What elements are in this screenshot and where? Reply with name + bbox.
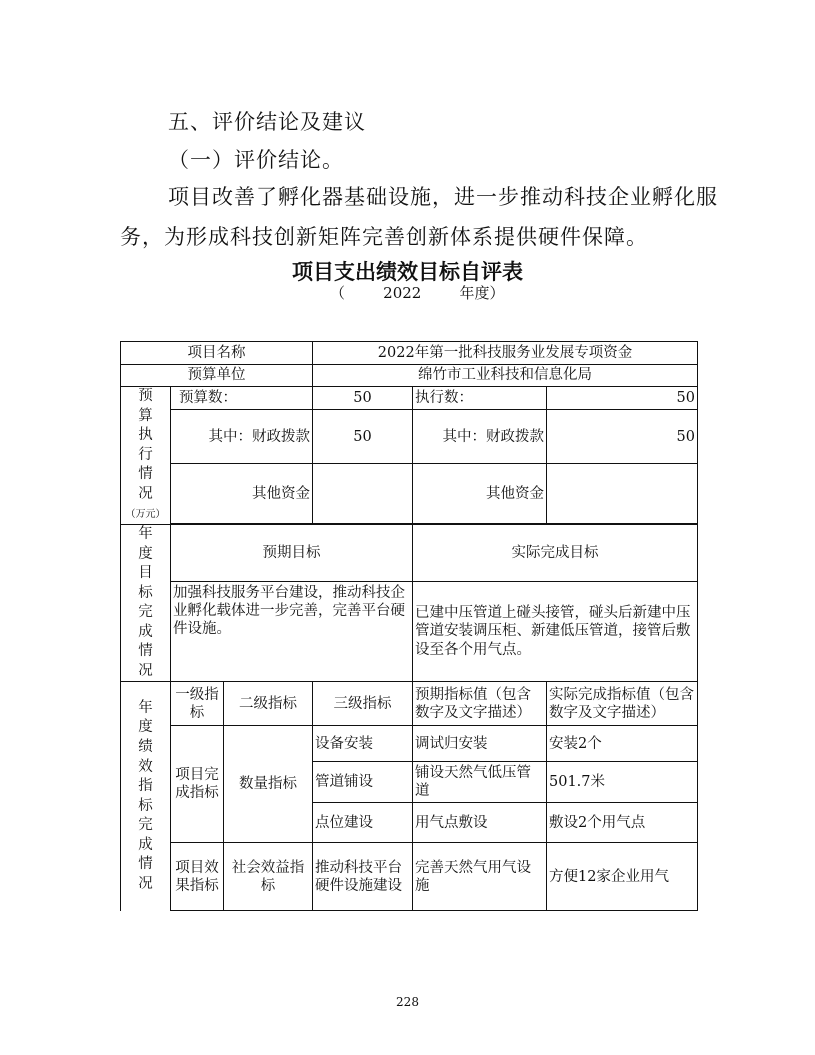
project-name-label: 项目名称 (121, 342, 313, 365)
indicator-section-label (121, 682, 171, 911)
fiscal-budget: 50 (313, 410, 413, 464)
quantity-label: 数量指标 (224, 726, 313, 843)
output-level3: 设备安装 (313, 726, 413, 762)
executed-label: 执行数： (413, 387, 547, 410)
fiscal-executed-label: 其中：财政拨款 (413, 410, 547, 464)
performance-table (120, 341, 698, 911)
output-level3: 点位建设 (313, 803, 413, 843)
unit-name: 绵竹市工业科技和信息化局 (313, 365, 698, 387)
col-level3: 三级指标 (313, 682, 413, 726)
table-row (121, 726, 698, 762)
actual-target: 已建中压管道上碰头接管，碰头后新建中压管道安装调压柜、新建低压管道，接管后敷设至各个用气点。 (413, 581, 698, 682)
fiscal-executed: 50 (547, 410, 698, 464)
expected-target: 加强科技服务平台建设，推动科技企业孵化载体进一步完善，完善平台硬件设施。 (171, 581, 413, 682)
other-funds-label: 其他资金 (171, 464, 313, 523)
output-actual: 安装2个 (547, 726, 698, 762)
table-row (121, 365, 698, 387)
conclusion-line-1: 项目改善了孵化器基础设施，进一步推动科技企业孵化服 (168, 185, 718, 209)
project-name: 2022年第一批科技服务业发展专项资金 (313, 342, 698, 365)
effect-actual: 方便12家企业用气 (547, 843, 698, 911)
actual-target-label: 实际完成目标 (413, 524, 698, 581)
annual-target-label (121, 524, 171, 682)
indicator-section-text: 年度绩效指标完成情况 (138, 699, 153, 892)
output-expected: 用气点敷设 (413, 803, 547, 843)
table-row (121, 843, 698, 911)
expected-target-label: 预期目标 (171, 524, 413, 581)
page-number: 228 (396, 995, 419, 1009)
table-row (121, 410, 698, 464)
table-row (121, 464, 698, 523)
section-heading: 五、评价结论及建议 (168, 110, 366, 134)
budget-amount: 50 (313, 387, 413, 410)
unit-label: 预算单位 (121, 365, 313, 387)
table-year: （ 2022 年度） (330, 284, 505, 302)
table-title: 项目支出绩效目标自评表 (292, 260, 523, 284)
output-level3: 管道铺设 (313, 762, 413, 803)
col-expected: 预期指标值（包含数字及文字描述） (413, 682, 547, 726)
budget-amount-label: 预算数： (171, 387, 313, 410)
effect-expected: 完善天然气用气设施 (413, 843, 547, 911)
executed-amount: 50 (547, 387, 698, 410)
col-level2: 二级指标 (224, 682, 313, 726)
table-row (121, 387, 698, 410)
output-expected: 调试归安装 (413, 726, 547, 762)
table-row (121, 581, 698, 682)
table-row (121, 342, 698, 365)
output-actual: 501.7米 (547, 762, 698, 803)
fiscal-label: 其中：财政拨款 (171, 410, 313, 464)
col-actual: 实际完成指标值（包含数字及文字描述） (547, 682, 698, 726)
table-row (121, 682, 698, 726)
other-funds-budget (313, 464, 413, 523)
conclusion-line-2: 务，为形成科技创新矩阵完善创新体系提供硬件保障。 (120, 225, 648, 249)
budget-section-label (121, 387, 171, 525)
annual-target-text: 年度目标完成情况 (138, 525, 153, 679)
other-funds-executed-label: 其他资金 (413, 464, 547, 523)
subsection-heading: （一）评价结论。 (168, 148, 344, 172)
budget-unit-note: （万元） (125, 509, 166, 521)
output-actual: 敷设2个用气点 (547, 803, 698, 843)
budget-section-text: 预算执行情况 (138, 388, 153, 502)
effect-level3: 推动科技平台硬件设施建设 (313, 843, 413, 911)
col-level1: 一级指标 (171, 682, 224, 726)
effect-label: 项目效果指标 (171, 843, 224, 911)
output-label: 项目完成指标 (171, 726, 224, 843)
output-expected: 铺设天然气低压管道 (413, 762, 547, 803)
table-row (121, 524, 698, 581)
other-funds-executed (547, 464, 698, 523)
social-label: 社会效益指标 (224, 843, 313, 911)
